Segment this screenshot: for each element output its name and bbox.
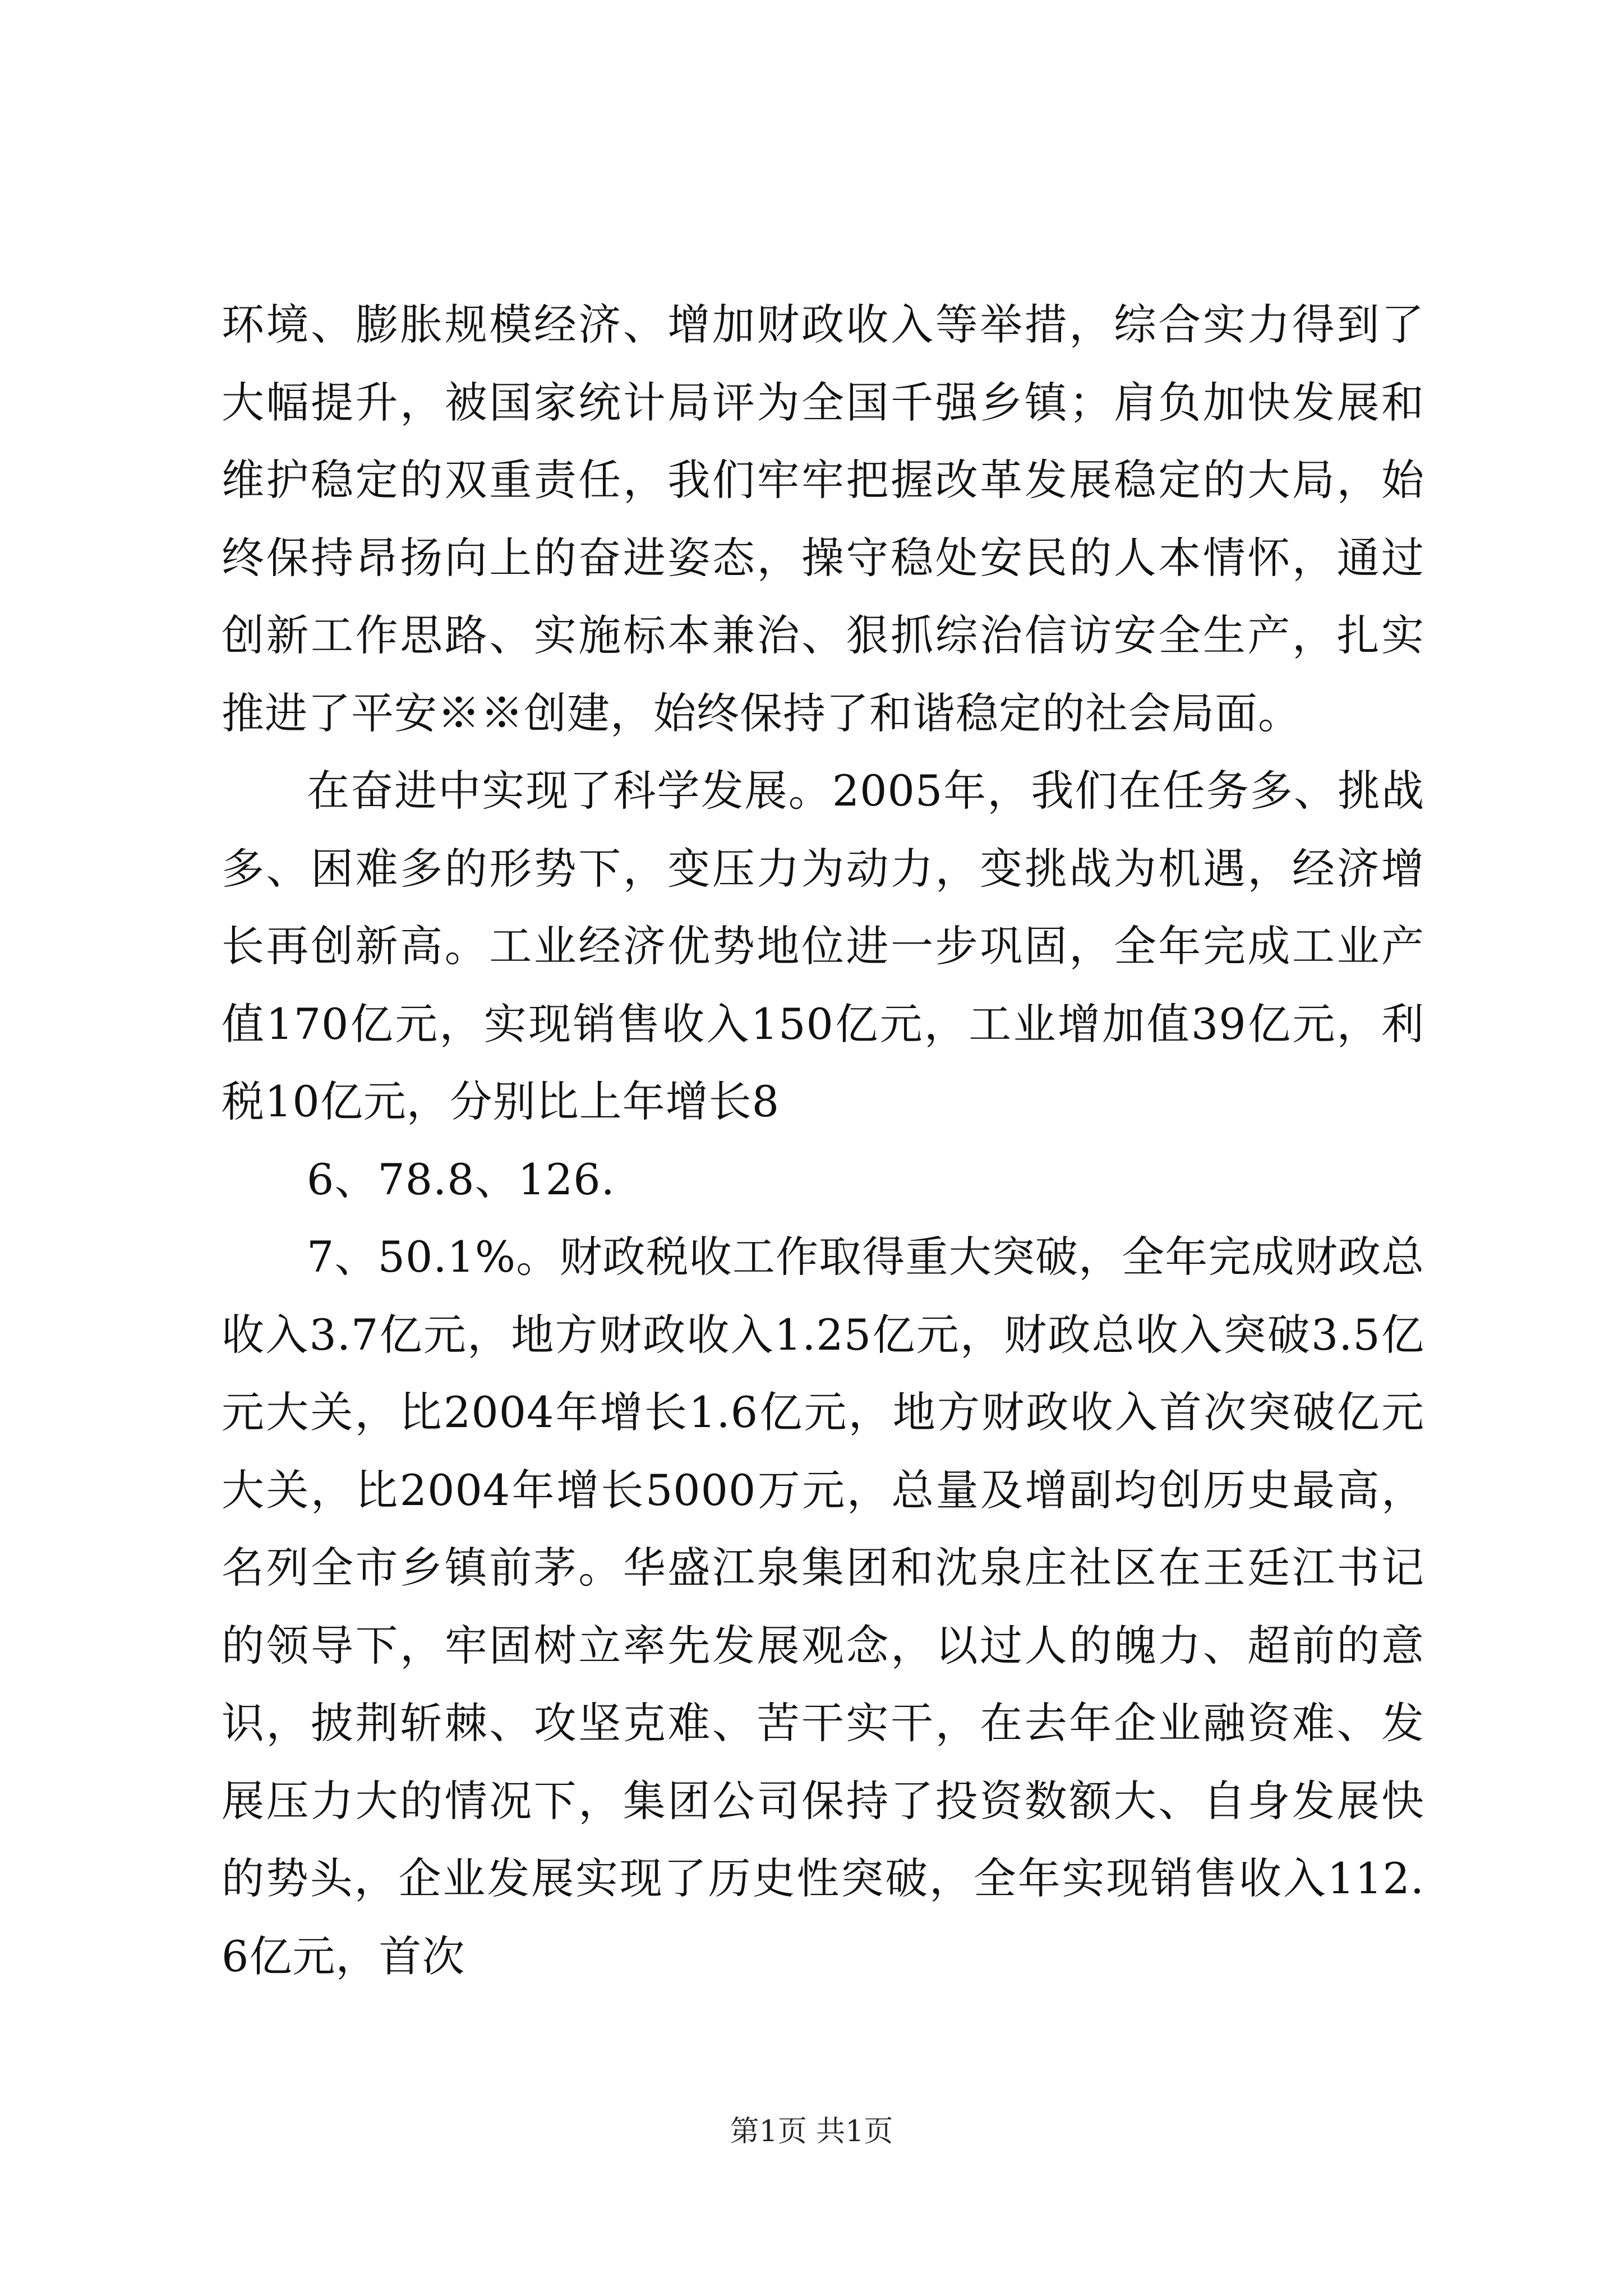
paragraph-4: 7、50.1%。财政税收工作取得重大突破，全年完成财政总收入3.7亿元，地方财政收入1.25亿元，财政总收入突破3.5亿元大关，比2004年增长1.6亿元，地方财政收入首次突破亿元大关，比2004年增长5000万元，总量及增副均创历史最高，名列全市乡镇前茅。华盛江泉集团和沈泉庄社区在王廷江书记的领导下，牢固树立率先发展观念，以过人的魄力、超前的意识，披荆斩棘、攻坚克难、苦干实干，在去年企业融资难、发展压力大的情况下，集团公司保持了投资数额大、自身发展快的势头，企业发展实现了历史性突破，全年实现销售收入112.6亿元，首次 [222,1232,1424,1981]
page-footer: 第1页 共1页 [730,2115,893,2148]
paragraph-2: 在奋进中实现了科学发展。2005年，我们在任务多、挑战多、困难多的形势下，变压力为动力，变挑战为机遇，经济增长再创新高。工业经济优势地位进一步巩固，全年完成工业产值170亿元，实现销售收入150亿元，工业增加值39亿元，利税10亿元，分别比上年增长8 [222,766,1424,1126]
paragraph-1: 环境、膨胀规模经济、增加财政收入等举措，综合实力得到了大幅提升，被国家统计局评为全国千强乡镇；肩负加快发展和维护稳定的双重责任，我们牢牢把握改革发展稳定的大局，始终保持昂扬向上的奋进姿态，操守稳处安民的人本情怀，通过创新工作思路、实施标本兼治、狠抓综治信访安全生产，扎实推进了平安※※创建，始终保持了和谐稳定的社会局面。 [222,300,1424,738]
body-text [222,286,1424,1995]
paragraph-3: 6、78.8、126. [307,1154,615,1204]
